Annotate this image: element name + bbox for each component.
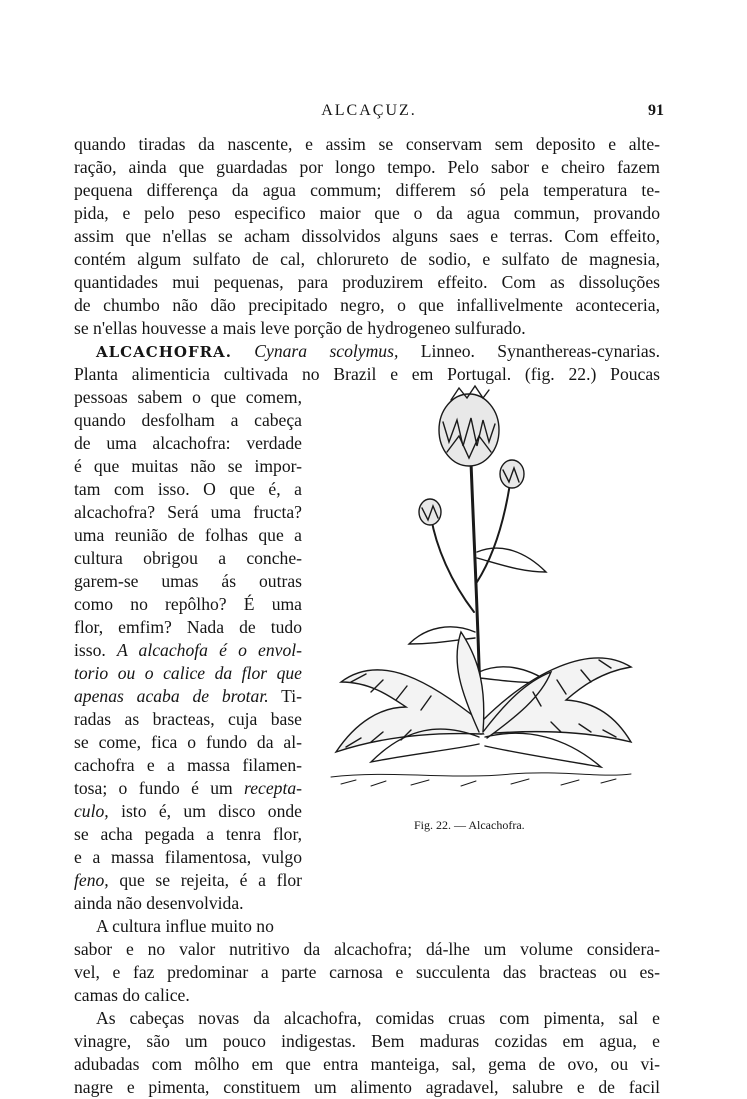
text-span: isto é, um disco onde bbox=[108, 801, 302, 821]
italic-span: culo, bbox=[74, 801, 109, 821]
text-line: pequena differença da agua commum; differem só pela temperatura te- bbox=[74, 180, 660, 200]
text-line: camas do calice. bbox=[74, 985, 190, 1005]
column-line bbox=[74, 800, 302, 823]
column-line: é que muitas não se impor- bbox=[74, 456, 302, 476]
column-line bbox=[74, 685, 302, 708]
column-line: ainda não desenvolvida. bbox=[74, 893, 244, 913]
text-line: A cultura influe muito no bbox=[96, 916, 274, 936]
text-line: vel, e faz predominar a parte carnosa e succulenta das bracteas ou es- bbox=[74, 962, 660, 982]
column-line: de uma alcachofra: verdade bbox=[74, 433, 302, 453]
column-line: quando desfolham a cabeça bbox=[74, 410, 302, 430]
text-span: que se rejeita, é a flor bbox=[108, 870, 302, 890]
text-span: tosa; o fundo é um bbox=[74, 778, 245, 798]
text-span: Ti- bbox=[268, 686, 302, 706]
column-line: uma reunião de folhas que a bbox=[74, 525, 302, 545]
column-line: cultura obrigou a conche- bbox=[74, 548, 302, 568]
entry-heading-alcachofra bbox=[96, 340, 660, 363]
artichoke-illustration bbox=[311, 382, 651, 814]
column-line bbox=[74, 869, 302, 892]
text-line: quando tiradas da nascente, e assim se conservam sem deposito e alte- bbox=[74, 134, 660, 154]
artichoke-drawing bbox=[311, 382, 651, 814]
text-line: sabor e no valor nutritivo da alcachofra; dá-lhe um volume considera- bbox=[74, 939, 660, 959]
column-line: como no repôlho? É uma bbox=[74, 594, 302, 614]
page-number: 91 bbox=[648, 102, 664, 119]
latin-name: Cynara scolymus, bbox=[254, 341, 399, 361]
text-line: adubadas com môlho em que entra manteiga, sal, gema de ovo, ou vi- bbox=[74, 1054, 660, 1074]
running-head: ALCAÇUZ. bbox=[321, 102, 417, 119]
column-line bbox=[74, 777, 302, 800]
column-line: garem-se umas ás outras bbox=[74, 571, 302, 591]
text-line: ração, ainda que guardadas por longo tempo. Pelo sabor e cheiro fazem bbox=[74, 157, 660, 177]
figure-caption: Fig. 22. — Alcachofra. bbox=[414, 818, 525, 832]
column-line: tam com isso. O que é, a bbox=[74, 479, 302, 499]
text-line: nagre e pimenta, constituem um alimento agradavel, salubre e de facil bbox=[74, 1077, 660, 1097]
text-line: assim que n'ellas se acham dissolvidos alguns saes e terras. Com effeito, bbox=[74, 226, 660, 246]
column-line: radas as bracteas, cuja base bbox=[74, 709, 302, 729]
column-line: se acha pegada a tenra flor, bbox=[74, 824, 302, 844]
italic-span: feno, bbox=[74, 870, 109, 890]
text-line: As cabeças novas da alcachofra, comidas cruas com pimenta, sal e bbox=[96, 1008, 660, 1028]
text-span: isso. bbox=[74, 640, 117, 660]
entry-headword: ALCACHOFRA. bbox=[96, 343, 232, 361]
entry-rest: Linneo. Synanthereas-cynarias. bbox=[398, 341, 660, 361]
italic-span: recepta- bbox=[244, 778, 302, 798]
text-line: contém algum sulfato de cal, chlorureto de sodio, e sulfato de magnesia, bbox=[74, 249, 660, 269]
column-line: cachofra e a massa filamen- bbox=[74, 755, 302, 775]
column-line bbox=[74, 662, 302, 685]
italic-span: torio ou o calice da flor que bbox=[74, 663, 302, 683]
text-line: Planta alimenticia cultivada no Brazil e em Portugal. (fig. 22.) Poucas bbox=[74, 364, 660, 384]
column-line: flor, emfim? Nada de tudo bbox=[74, 617, 302, 637]
column-line: se come, fica o fundo da al- bbox=[74, 732, 302, 752]
italic-span: apenas acaba de brotar. bbox=[74, 686, 269, 706]
text-line: quantidades mui pequenas, para produzirem effeito. Com as dissoluções bbox=[74, 272, 660, 292]
text-line: vinagre, são um pouco indigestas. Bem maduras cozidas em agua, e bbox=[74, 1031, 660, 1051]
column-line: alcachofra? Será uma fructa? bbox=[74, 502, 302, 522]
italic-span: A alcachofa é o envol- bbox=[116, 640, 302, 660]
text-line: pida, e pelo peso especifico maior que o da agua commun, provando bbox=[74, 203, 660, 223]
column-line: e a massa filamentosa, vulgo bbox=[74, 847, 302, 867]
column-line bbox=[74, 639, 302, 662]
text-line: de chumbo não dão precipitado negro, o que infallivelmente aconteceria, bbox=[74, 295, 660, 315]
text-line: se n'ellas houvesse a mais leve porção de hydrogeneo sulfurado. bbox=[74, 318, 526, 338]
page-header bbox=[74, 102, 664, 124]
column-line: pessoas sabem o que comem, bbox=[74, 387, 302, 407]
